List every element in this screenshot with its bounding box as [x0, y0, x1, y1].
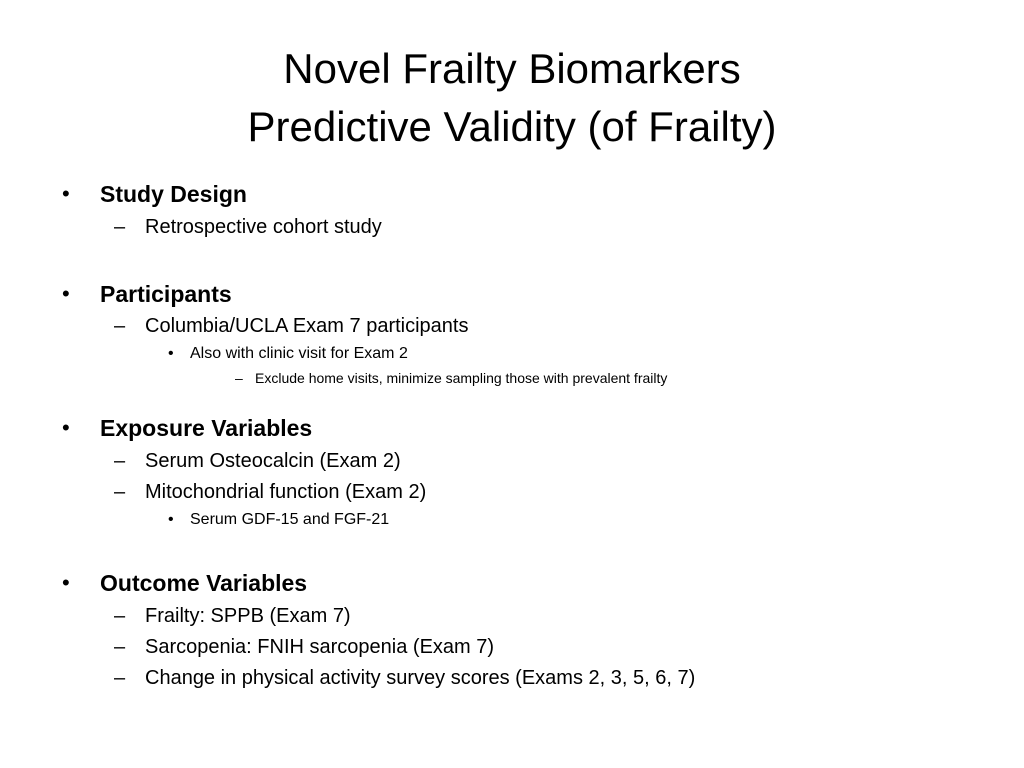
bullet-marker: • — [62, 281, 70, 306]
dash-marker: – — [114, 216, 126, 238]
dash-marker: – — [114, 636, 126, 658]
outcome-item-text: Change in physical activity survey scores (Exams 2, 3, 5, 6, 7) — [145, 667, 696, 689]
bullet-marker: • — [62, 181, 70, 206]
heading-exposure-variables-text: Exposure Variables — [100, 415, 313, 441]
bullet-marker: • — [168, 345, 174, 362]
heading-exposure-variables — [62, 415, 313, 442]
dash-marker: – — [114, 481, 126, 503]
bullet-marker: • — [168, 511, 174, 528]
dash-marker: – — [114, 450, 126, 472]
heading-outcome-variables-text: Outcome Variables — [100, 570, 308, 596]
participants-sub-item — [168, 345, 408, 363]
heading-study-design — [62, 181, 247, 208]
outcome-item — [114, 667, 696, 690]
outcome-item — [114, 605, 351, 628]
exposure-item-text: Serum Osteocalcin (Exam 2) — [145, 450, 401, 472]
dash-marker: – — [114, 667, 126, 689]
dash-marker: – — [114, 315, 126, 337]
study-design-item-text: Retrospective cohort study — [145, 216, 382, 238]
bullet-marker: • — [62, 570, 70, 595]
dash-marker: – — [235, 370, 243, 386]
participants-subsub-item — [235, 370, 668, 386]
participants-sub-item-text: Also with clinic visit for Exam 2 — [190, 345, 408, 362]
dash-marker: – — [114, 605, 126, 627]
exposure-sub-item-text: Serum GDF-15 and FGF-21 — [190, 511, 390, 528]
participants-item-text: Columbia/UCLA Exam 7 participants — [145, 315, 469, 337]
outcome-item — [114, 636, 495, 659]
exposure-item — [114, 450, 401, 473]
exposure-sub-item — [168, 511, 390, 529]
exposure-item-text: Mitochondrial function (Exam 2) — [145, 481, 427, 503]
participants-item — [114, 315, 469, 338]
outcome-item-text: Sarcopenia: FNIH sarcopenia (Exam 7) — [145, 636, 495, 658]
bullet-marker: • — [62, 415, 70, 440]
participants-subsub-item-text: Exclude home visits, minimize sampling those with prevalent frailty — [255, 370, 668, 386]
exposure-item — [114, 481, 427, 504]
slide-title — [0, 40, 1024, 156]
outcome-item-text: Frailty: SPPB (Exam 7) — [145, 605, 351, 627]
study-design-item — [114, 216, 382, 239]
title-line-1: Novel Frailty Biomarkers — [283, 45, 741, 92]
heading-outcome-variables — [62, 570, 308, 597]
heading-study-design-text: Study Design — [100, 181, 247, 207]
heading-participants-text: Participants — [100, 281, 232, 307]
title-line-2: Predictive Validity (of Frailty) — [247, 103, 777, 150]
heading-participants — [62, 281, 232, 308]
